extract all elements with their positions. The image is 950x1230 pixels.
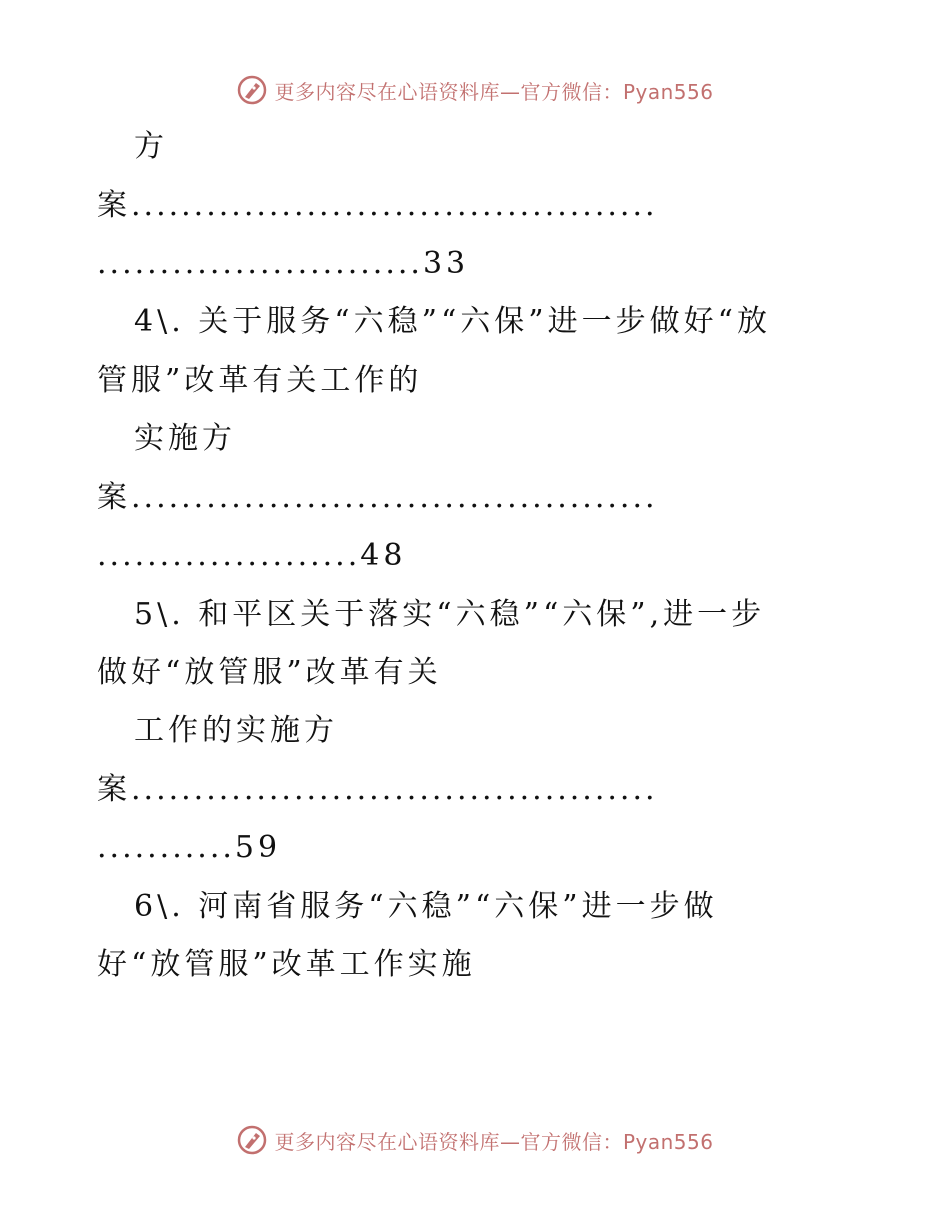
toc-entry-4-tail-char: 案 [97,480,131,515]
footer-watermark [0,1120,950,1160]
watermark-text: 更多内容尽在心语资料库—官方微信：Pyan556 [274,79,714,104]
toc-entry-5-leader [97,771,658,809]
toc-leader-dots: .......................................... [131,772,658,807]
toc-entry-3-page-line [97,245,469,283]
toc-entry-4-title-line-2: 管服”改革有关工作的 [97,363,423,398]
toc-entry-5-title-line-2: 做好“放管服”改革有关 [97,655,442,690]
toc-entry-3-leader [97,187,658,225]
toc-leader-dots: ........... [97,830,235,865]
toc-entry-4-page-number: 48 [360,538,407,573]
toc-leader-dots: .......................... [97,246,423,281]
toc-entry-5-tail-char: 案 [97,772,131,807]
watermark-text: 更多内容尽在心语资料库—官方微信：Pyan556 [274,1129,714,1154]
toc-leader-dots: ..................... [97,538,361,573]
toc-entry-5-title-line-3: 工作的实施方 [134,713,338,748]
toc-entry-5-page-number: 59 [234,830,282,865]
toc-leader-dots: .......................................... [131,188,658,223]
toc-entry-3-page-number: 33 [422,246,470,281]
toc-entry-4-page-line [97,537,406,575]
toc-entry-4-title-line-1: 4\. 关于服务“六稳”“六保”进一步做好“放 [134,304,771,339]
toc-entry-4-leader [97,479,658,517]
toc-entry-5-title-line-1: 5\. 和平区关于落实“六稳”“六保”,进一步 [134,597,766,632]
toc-entry-3-tail-word: 方 [134,129,168,164]
pen-nib-icon [236,1124,268,1156]
toc-entry-4-title-line-3: 实施方 [134,421,236,456]
toc-leader-dots: .......................................... [131,480,658,515]
toc-entry-5-page-line [97,829,281,867]
toc-entry-6-title-line-1: 6\. 河南省服务“六稳”“六保”进一步做 [134,889,718,924]
toc-entry-3-tail-char: 案 [97,188,131,223]
toc-entry-6-title-line-2: 好“放管服”改革工作实施 [97,947,476,982]
